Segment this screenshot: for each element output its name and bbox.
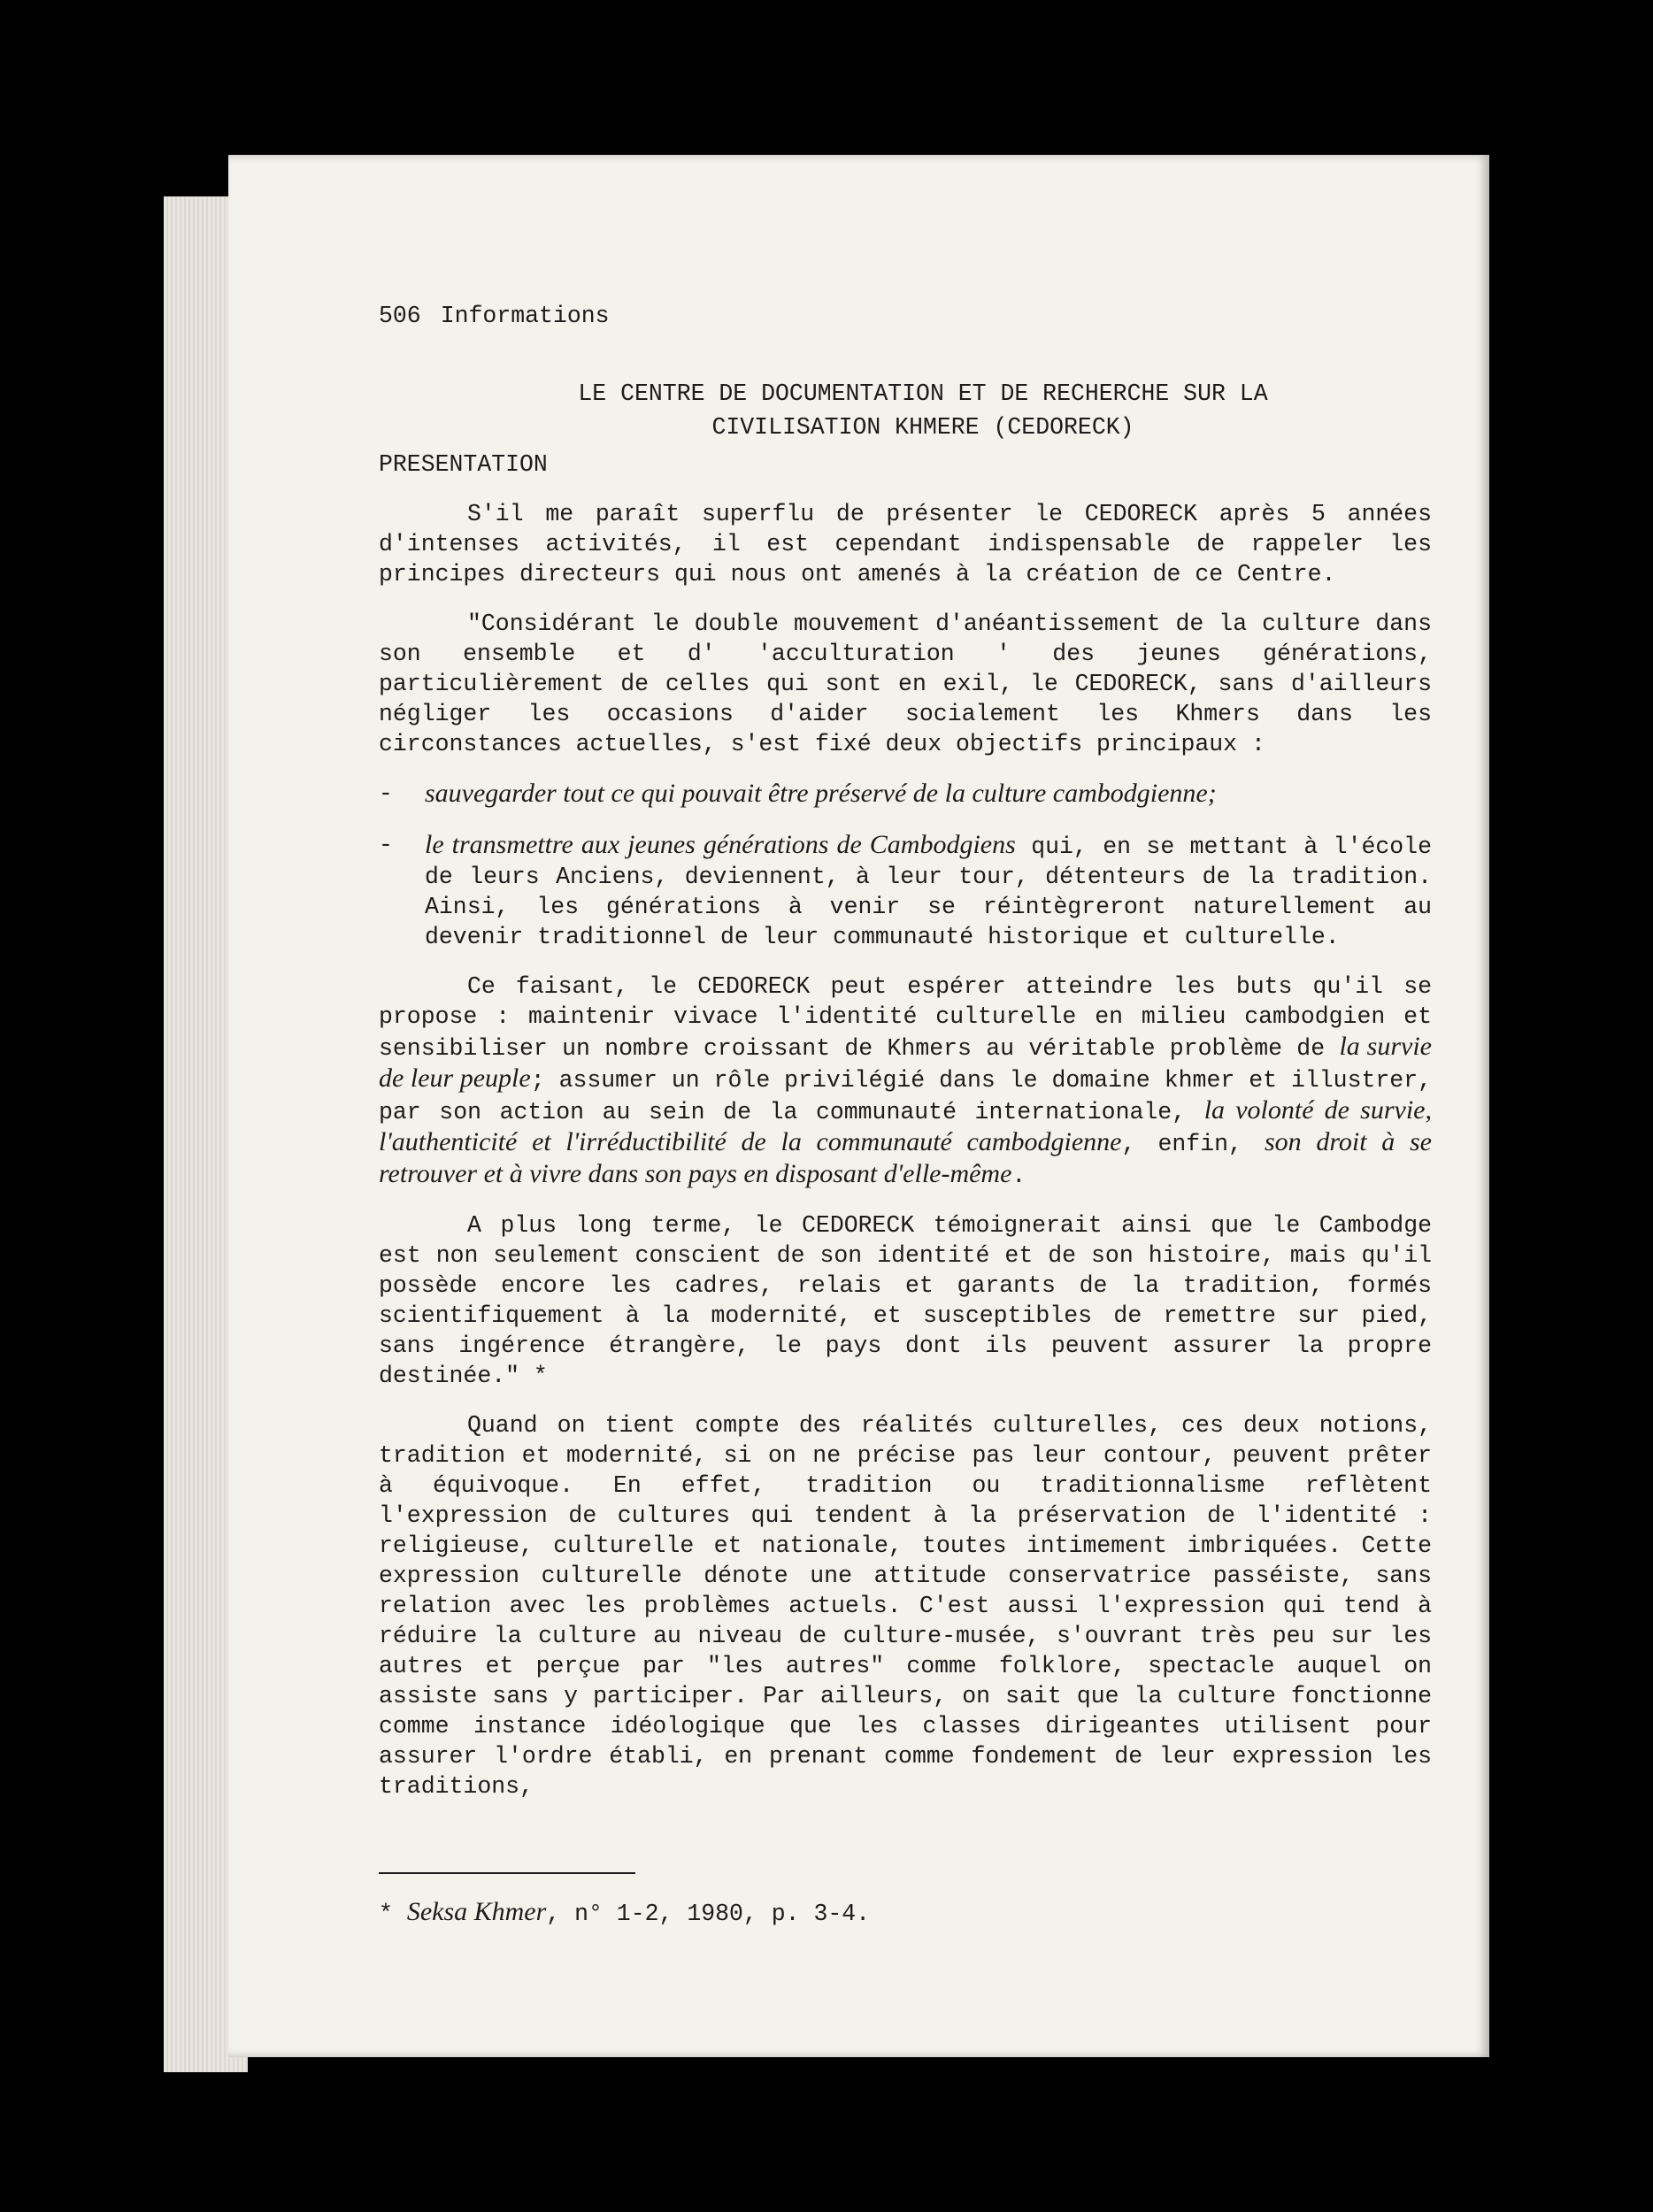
paragraph-5: Quand on tient compte des réalités culturelles, ces deux notions, tradition et modernité, si on ne précise pas leur contour, peuvent prêter à équivoque. En effet, tradition ou traditionnalisme reflètent l'expression de cultures qui tendent à la préservation de l'identité : religieuse, culturelle et nationale, toutes intimement imbriquées. Cette expression culturelle dénote une attitude conservatrice passéiste, sans relation avec les problèmes actuels. C'est aussi l'expression qui tend à réduire la culture au niveau de culture-musée, s'ouvrant très peu sur les autres et perçue par "les autres" comme folklore, spectacle auquel on assiste sans y participer. Par ailleurs, on sait que la culture fonctionne comme instance idéologique que les classes dirigeantes utilisent pour assurer l'ordre établi, en prenant comme fondement de leur expression les traditions, xyxy=(379,1412,1432,1800)
p3-text-a: Ce faisant, le CEDORECK peut espérer atteindre les buts qu'il se propose : maintenir vivace l'identité culturelle en milieu cambodgien et sensibiliser un nombre croissant de Khmers au véritable problème de xyxy=(379,973,1432,1062)
dash-marker: - xyxy=(379,832,393,858)
paragraph-3 xyxy=(379,972,1432,1191)
p3-text-b: ; assumer un rôle privilégié dans le domaine khmer et illustrer, par son action au sein de la communauté internationale, xyxy=(379,1067,1433,1125)
book-page xyxy=(228,155,1489,2057)
article-title-line-1: LE CENTRE DE DOCUMENTATION ET DE RECHERCHE SUR LA xyxy=(578,380,1268,407)
objective-2-italic: le transmettre aux jeunes générations de Cambodgiens xyxy=(425,830,1016,859)
article-title-line-2: CIVILISATION KHMERE (CEDORECK) xyxy=(711,414,1134,441)
running-title: Informations xyxy=(440,303,610,329)
footnote-rule xyxy=(379,1872,635,1874)
paragraph-4: A plus long terme, le CEDORECK témoignerait ainsi que le Cambodge est non seulement conscient de son identité et de son histoire, mais qu'il possède encore les cadres, relais et garants de la tradition, formés scientifiquement à la modernité, et susceptibles de remettre sur pied, sans ingérence étrangère, le pays dont ils peuvent assurer la propre destinée." * xyxy=(379,1212,1432,1389)
paragraph-1: S'il me paraît superflu de présenter le CEDORECK après 5 années d'intenses activités, il est cependant indispensable de rappeler les principes directeurs qui nous ont amenés à la création de ce Centre. xyxy=(379,501,1432,588)
footnote-source: Seksa Khmer xyxy=(406,1897,547,1926)
section-heading: PRESENTATION xyxy=(379,451,548,478)
dash-marker: - xyxy=(379,780,393,807)
page-number: 506 xyxy=(379,303,421,329)
p3-italic-2: la volonté de survie, l'authenticité et l'irréductibilité de la communauté cambodgienne xyxy=(379,1095,1432,1156)
objective-item-2 xyxy=(379,830,1432,952)
p3-text-c: , enfin, xyxy=(1121,1131,1265,1157)
paragraph-2: "Considérant le double mouvement d'anéantissement de la culture dans son ensemble et d' 'acculturation ' des jeunes générations, particulièrement de celles qui sont en exil, le CEDORECK, sans d'ailleurs négliger les occasions d'aider socialement les Khmers dans les circonstances actuelles, s'est fixé deux objectifs principaux : xyxy=(379,611,1432,757)
page-content xyxy=(379,301,1432,1929)
article-title xyxy=(414,377,1432,444)
p3-text-d: . xyxy=(1011,1163,1026,1189)
footnote-reference: , n° 1-2, 1980, p. 3-4. xyxy=(546,1901,871,1927)
footnote xyxy=(379,1897,1432,1929)
p3-italic-3: son droit à se retrouver et à vivre dans son pays en disposant d'elle-même xyxy=(379,1127,1432,1188)
objective-1-text: sauvegarder tout ce qui pouvait être préservé de la culture cambodgienne; xyxy=(425,779,1217,808)
footnote-marker: * xyxy=(379,1901,407,1927)
objective-item-1 xyxy=(379,779,1432,810)
objective-2-text: qui, en se mettant à l'école de leurs Anciens, deviennent, à leur tour, détenteurs de la tradition. Ainsi, les générations à venir se réintègreront naturellement au devenir traditionnel de leur communauté historique et culturelle. xyxy=(425,833,1432,950)
p3-italic-1: la survie de leur peuple xyxy=(379,1032,1432,1093)
running-header xyxy=(379,301,1432,331)
